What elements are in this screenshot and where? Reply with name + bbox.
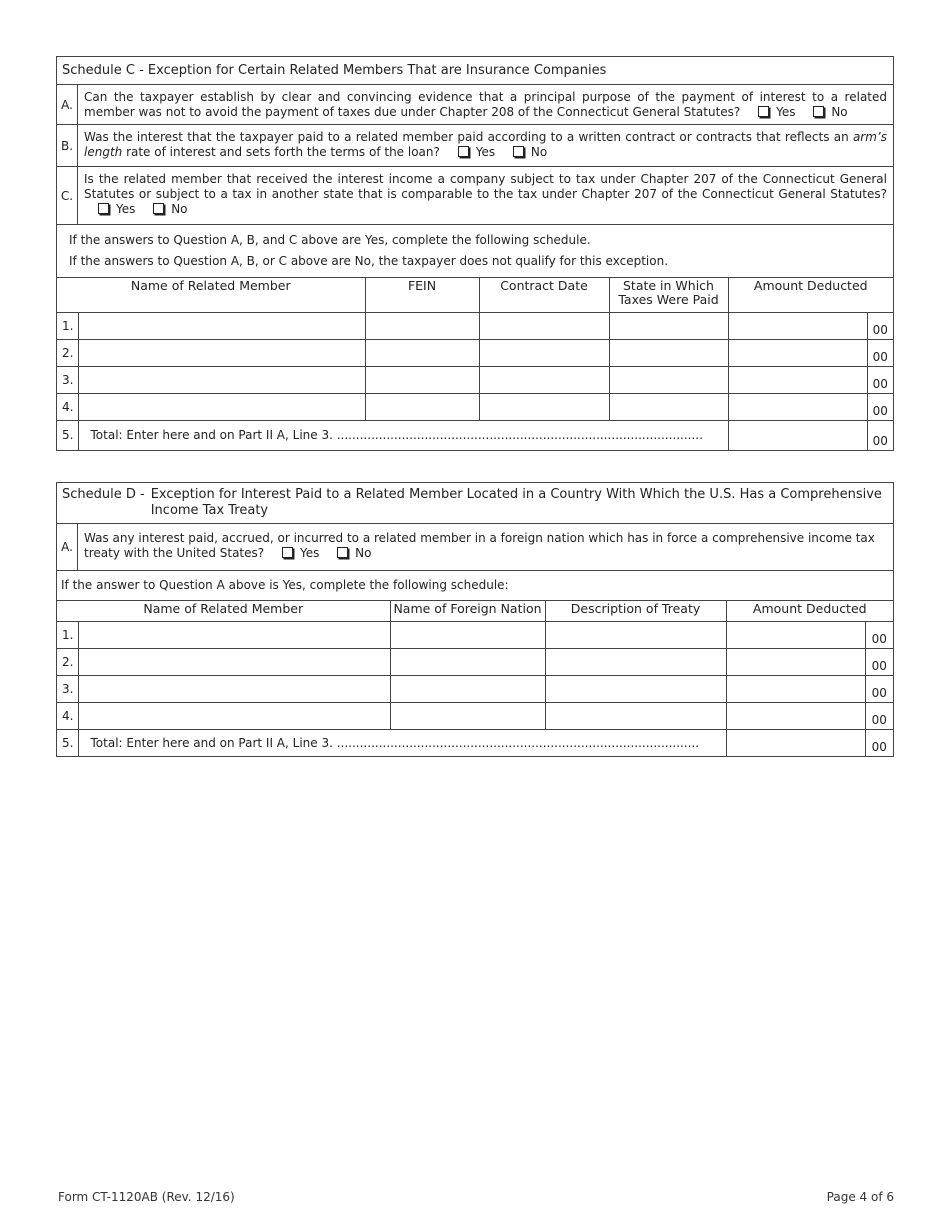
column-header: Contract Date (479, 278, 609, 312)
foreign-nation-field[interactable] (390, 621, 545, 648)
cents-label: 00 (865, 621, 893, 648)
column-header: FEIN (365, 278, 479, 312)
question-text: rate of interest and sets forth the terms of the loan? (122, 145, 440, 159)
treaty-description-field[interactable] (545, 621, 726, 648)
schedule-d-title-text: Exception for Interest Paid to a Related Member Located in a Country With Which the U.S. Has a Comprehensive Income Tax Treaty (150, 487, 882, 518)
question-letter: B. (57, 125, 78, 166)
cents-label: 00 (867, 366, 893, 393)
total-row (57, 729, 893, 756)
fein-field[interactable] (365, 339, 479, 366)
total-label: Total: Enter here and on Part II A, Line 3. ................................................................................................ (78, 420, 728, 450)
schedule-d (56, 482, 894, 757)
table-row (57, 648, 893, 675)
row-number: 2. (57, 339, 78, 366)
cents-label: 00 (865, 648, 893, 675)
related-member-name-field[interactable] (78, 702, 390, 729)
state-field[interactable] (609, 312, 728, 339)
table-row (57, 366, 893, 393)
total-amount-field[interactable] (728, 420, 867, 450)
contract-date-field[interactable] (479, 366, 609, 393)
total-label: Total: Enter here and on Part II A, Line 3. ............................................................................................... (78, 729, 726, 756)
no-label: No (355, 546, 372, 560)
contract-date-field[interactable] (479, 339, 609, 366)
table-row (57, 393, 893, 420)
column-header: Description of Treaty (545, 601, 726, 621)
treaty-description-field[interactable] (545, 675, 726, 702)
foreign-nation-field[interactable] (390, 702, 545, 729)
column-header: Amount Deducted (728, 278, 893, 312)
table-row (57, 702, 893, 729)
cents-label: 00 (867, 393, 893, 420)
table-row (57, 312, 893, 339)
cents-label: 00 (867, 312, 893, 339)
row-number: 4. (57, 702, 78, 729)
amount-field[interactable] (726, 675, 865, 702)
no-label: No (831, 105, 848, 119)
no-checkbox[interactable] (337, 547, 348, 558)
related-member-name-field[interactable] (78, 648, 390, 675)
no-checkbox[interactable] (813, 106, 824, 117)
foreign-nation-field[interactable] (390, 675, 545, 702)
no-checkbox[interactable] (153, 203, 164, 214)
yes-label: Yes (299, 546, 320, 560)
schedule-c-question-a (57, 85, 893, 125)
form-id: Form CT-1120AB (Rev. 12/16) (58, 1190, 235, 1204)
fein-field[interactable] (365, 366, 479, 393)
yes-checkbox[interactable] (98, 203, 109, 214)
column-header: Name of Foreign Nation (390, 601, 545, 621)
yes-label: Yes (475, 145, 496, 159)
related-member-name-field[interactable] (78, 393, 365, 420)
cents-label: 00 (867, 339, 893, 366)
no-label: No (530, 145, 548, 159)
total-amount-field[interactable] (726, 729, 865, 756)
question-text: Was any interest paid, accrued, or incurred to a related member in a foreign nation which has in force a comprehensive income tax treaty with the United States? (84, 531, 875, 560)
instruction-line: If the answers to Question A, B, or C above are No, the taxpayer does not qualify for this exception. (69, 254, 669, 268)
table-row (57, 621, 893, 648)
row-number: 4. (57, 393, 78, 420)
question-text: Was the interest that the taxpayer paid to a related member paid according to a written contract or contracts that reflects an (84, 130, 853, 144)
state-field[interactable] (609, 393, 728, 420)
question-letter: C. (57, 167, 78, 224)
question-text: Can the taxpayer establish by clear and convincing evidence that a principal purpose of the payment of interest to a related member was not to avoid the payment of taxes due under Chapter 208 of the Connecticut General Statutes? (84, 90, 887, 119)
column-header: Amount Deducted (726, 601, 893, 621)
schedule-c-question-b (57, 125, 893, 167)
treaty-description-field[interactable] (545, 702, 726, 729)
amount-field[interactable] (728, 393, 867, 420)
row-number: 5. (57, 420, 78, 450)
column-header: Name of Related Member (57, 278, 365, 312)
related-member-name-field[interactable] (78, 312, 365, 339)
question-letter: A. (57, 524, 78, 570)
instruction-line: If the answers to Question A, B, and C above are Yes, complete the following schedule. (69, 233, 591, 247)
row-number: 3. (57, 366, 78, 393)
amount-field[interactable] (726, 702, 865, 729)
total-row (57, 420, 893, 450)
table-header-row (57, 601, 893, 621)
yes-checkbox[interactable] (282, 547, 293, 558)
row-number: 5. (57, 729, 78, 756)
treaty-description-field[interactable] (545, 648, 726, 675)
cents-label: 00 (872, 434, 888, 448)
yes-checkbox[interactable] (458, 146, 469, 157)
schedule-c-table (57, 278, 893, 450)
column-header: Name of Related Member (57, 601, 390, 621)
amount-field[interactable] (726, 648, 865, 675)
related-member-name-field[interactable] (78, 621, 390, 648)
state-field[interactable] (609, 339, 728, 366)
row-number: 3. (57, 675, 78, 702)
table-header-row (57, 278, 893, 312)
amount-field[interactable] (728, 312, 867, 339)
question-text-emphasis: arm’s length (84, 130, 887, 159)
table-row (57, 675, 893, 702)
schedule-c-question-c (57, 167, 893, 225)
amount-field[interactable] (728, 366, 867, 393)
schedule-d-instruction: If the answer to Question A above is Yes, complete the following schedule: (57, 571, 893, 601)
no-checkbox[interactable] (513, 146, 524, 157)
yes-checkbox[interactable] (758, 106, 769, 117)
related-member-name-field[interactable] (78, 339, 365, 366)
cents-label: 00 (871, 740, 887, 754)
related-member-name-field[interactable] (78, 675, 390, 702)
yes-label: Yes (776, 105, 796, 119)
schedule-d-title (57, 483, 893, 524)
question-text: Is the related member that received the interest income a company subject to tax under Chapter 207 of the Connecticut General Statutes or subject to a tax in another state that is comparable to the tax under Chapter 207 of the Connecticut General Statutes? (84, 172, 887, 201)
cents-label: 00 (865, 675, 893, 702)
amount-field[interactable] (728, 339, 867, 366)
page-number: Page 4 of 6 (826, 1190, 894, 1204)
schedule-c (56, 56, 894, 451)
amount-field[interactable] (726, 621, 865, 648)
state-field[interactable] (609, 366, 728, 393)
schedule-d-title-prefix: Schedule D - (62, 487, 145, 502)
yes-label: Yes (116, 202, 136, 216)
related-member-name-field[interactable] (78, 366, 365, 393)
foreign-nation-field[interactable] (390, 648, 545, 675)
fein-field[interactable] (365, 393, 479, 420)
row-number: 1. (57, 621, 78, 648)
contract-date-field[interactable] (479, 393, 609, 420)
schedule-c-title: Schedule C - Exception for Certain Related Members That are Insurance Companies (57, 57, 893, 85)
fein-field[interactable] (365, 312, 479, 339)
schedule-d-question-a (57, 524, 893, 571)
schedule-d-table (57, 601, 893, 756)
table-row (57, 339, 893, 366)
contract-date-field[interactable] (479, 312, 609, 339)
question-letter: A. (57, 85, 78, 124)
schedule-c-instructions (57, 225, 893, 278)
no-label: No (171, 202, 188, 216)
row-number: 1. (57, 312, 78, 339)
row-number: 2. (57, 648, 78, 675)
cents-label: 00 (865, 702, 893, 729)
column-header: State in Which Taxes Were Paid (609, 278, 728, 312)
